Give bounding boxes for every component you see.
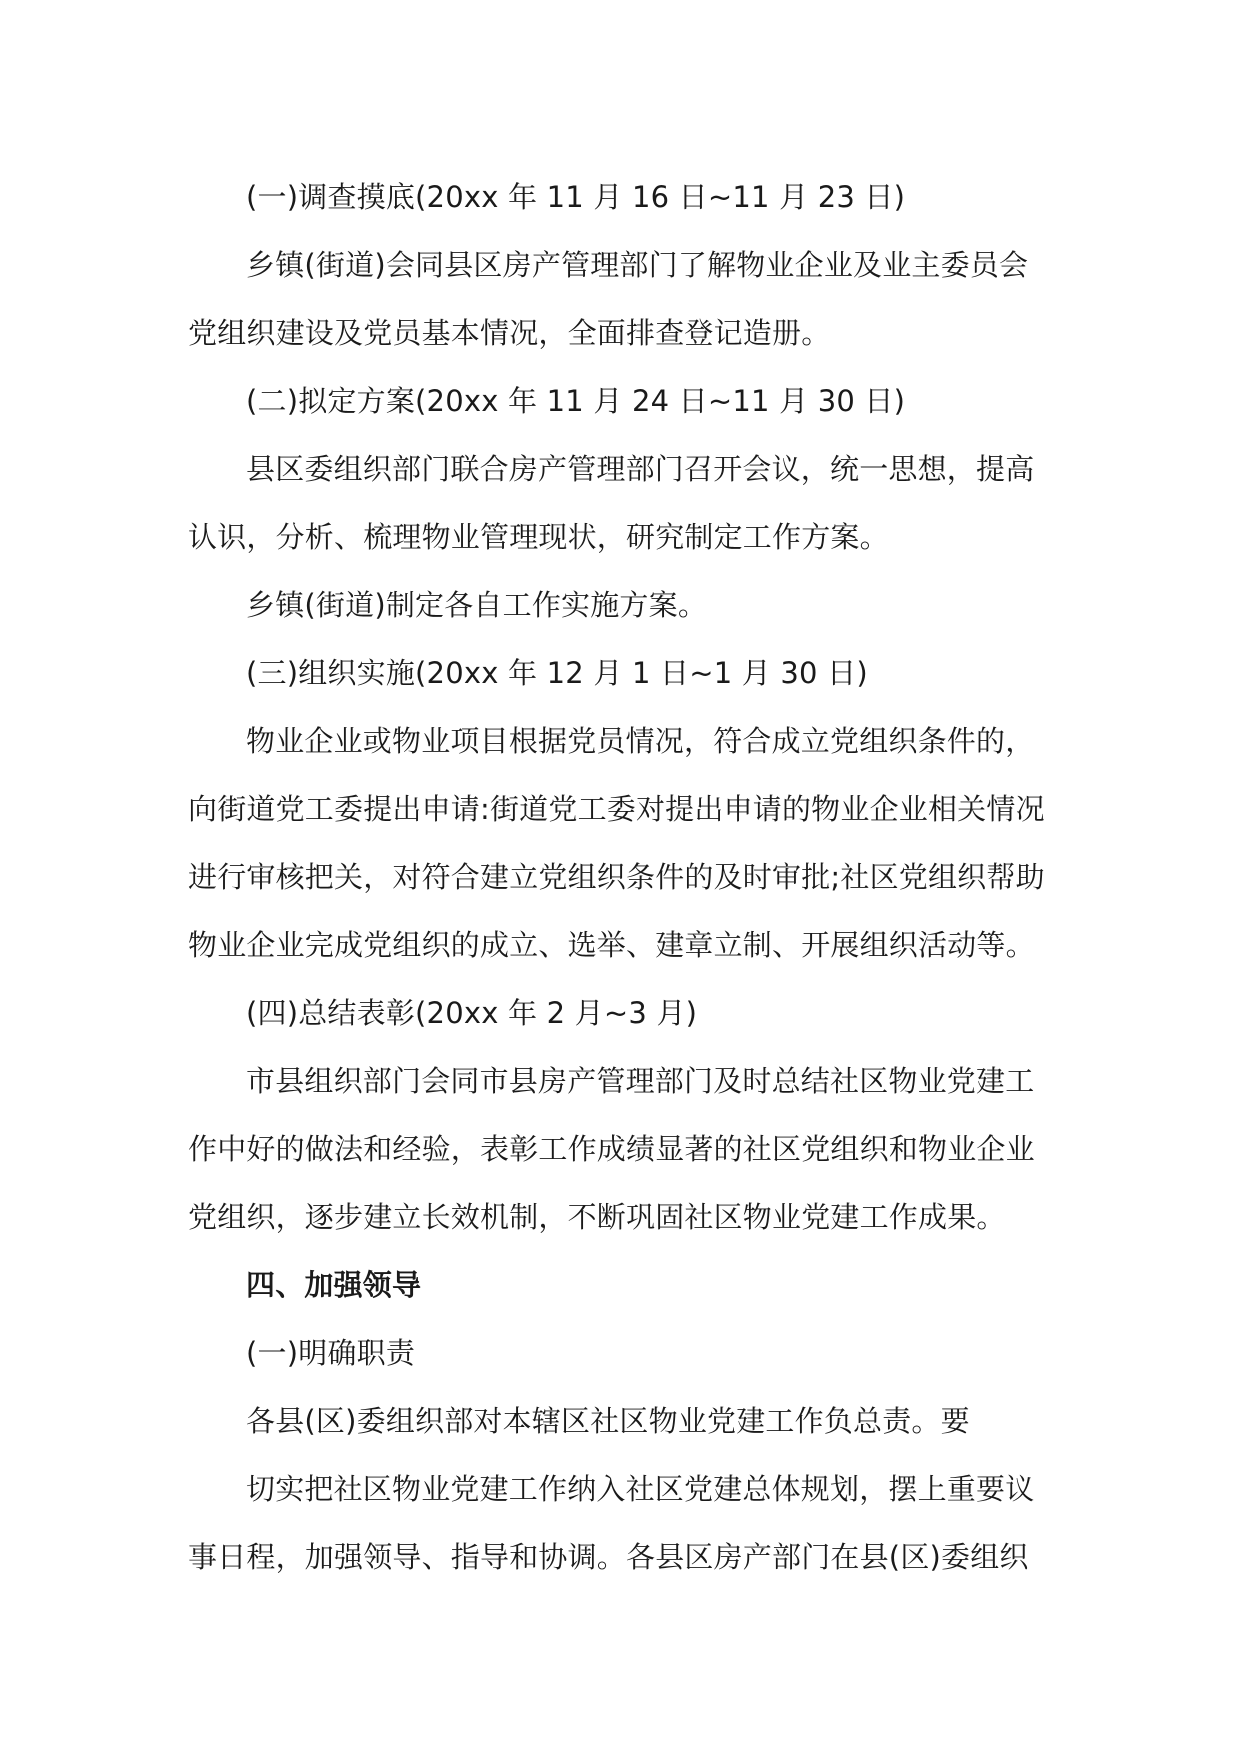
section-subheading: (二)拟定方案(20xx 年 11 月 24 日~11 月 30 日) <box>246 384 906 418</box>
paragraph-line: 认识，分析、梳理物业管理现状，研究制定工作方案。 <box>188 520 889 554</box>
paragraph-line: 向街道党工委提出申请:街道党工委对提出申请的物业企业相关情况 <box>188 792 1045 826</box>
section-subheading: (四)总结表彰(20xx 年 2 月~3 月) <box>246 996 698 1030</box>
paragraph-line: 进行审核把关，对符合建立党组织条件的及时审批;社区党组织帮助 <box>188 860 1045 894</box>
paragraph-line: 党组织，逐步建立长效机制，不断巩固社区物业党建工作成果。 <box>188 1200 1006 1234</box>
document-page <box>188 163 1058 1591</box>
paragraph-line: 党组织建设及党员基本情况，全面排查登记造册。 <box>188 316 831 350</box>
section-heading: 四、加强领导 <box>246 1268 422 1302</box>
paragraph-line: 作中好的做法和经验，表彰工作成绩显著的社区党组织和物业企业 <box>188 1132 1035 1166</box>
section-subheading: (一)调查摸底(20xx 年 11 月 16 日~11 月 23 日) <box>246 180 906 214</box>
paragraph-line: 切实把社区物业党建工作纳入社区党建总体规划，摆上重要议 <box>246 1472 1035 1506</box>
paragraph-line: 事日程，加强领导、指导和协调。各县区房产部门在县(区)委组织 <box>188 1540 1029 1574</box>
section-subheading: (三)组织实施(20xx 年 12 月 1 日~1 月 30 日) <box>246 656 868 690</box>
paragraph-line: 物业企业完成党组织的成立、选举、建章立制、开展组织活动等。 <box>188 928 1035 962</box>
paragraph-line: 各县(区)委组织部对本辖区社区物业党建工作负总责。要 <box>246 1404 970 1438</box>
section-subheading: (一)明确职责 <box>246 1336 416 1370</box>
paragraph-line: 乡镇(街道)制定各自工作实施方案。 <box>246 588 708 622</box>
paragraph-line: 物业企业或物业项目根据党员情况，符合成立党组织条件的， <box>246 724 1035 758</box>
paragraph-line: 县区委组织部门联合房产管理部门召开会议，统一思想，提高 <box>246 452 1035 486</box>
paragraph-line: 市县组织部门会同市县房产管理部门及时总结社区物业党建工 <box>246 1064 1035 1098</box>
paragraph-line: 乡镇(街道)会同县区房产管理部门了解物业企业及业主委员会 <box>246 248 1029 282</box>
